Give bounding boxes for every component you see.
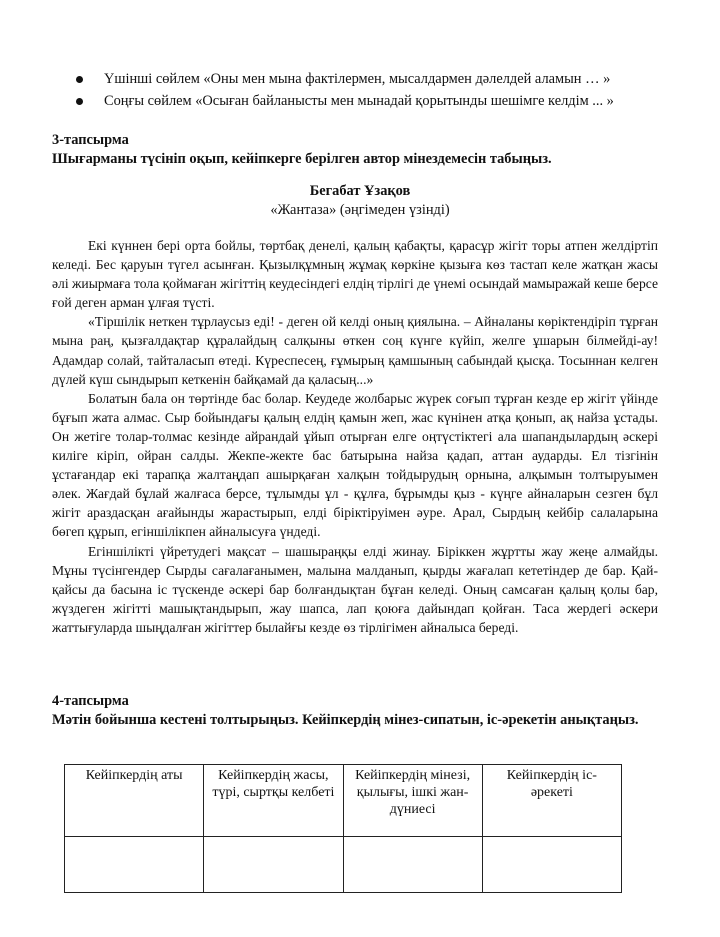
author-name: Бегабат Ұзақов bbox=[309, 183, 411, 199]
table-header-cell: Кейіпкердің аты bbox=[65, 765, 204, 837]
task3-number: 3-тапсырма bbox=[52, 132, 129, 148]
list-item bbox=[74, 90, 674, 112]
bullet-text: Соңғы сөйлем «Осыған байланысты мен мынадай қорытынды шешімге келдім ... » bbox=[104, 93, 614, 109]
list-item bbox=[74, 68, 674, 90]
bullet-icon bbox=[76, 98, 83, 105]
bullet-list bbox=[74, 68, 674, 112]
table-header-cell: Кейіпкердің іс-әрекеті bbox=[482, 765, 621, 837]
paragraph: Екі күннен бері орта бойлы, төртбақ денелі, қалың қабақты, қарасұр жігіт торы атпен желдіртіп келеді. Бес қаруын түгел асынған. Қызылқұмның жұмақ көркіне қызыға көз тастап келе жатқан жасы әлі жиырмаға тола қоймаған жігіттің кеудесіндегі елдің тірлігі де үнемі осындай мамыражай кеше берсе ғой деген арман ұлғая түсті. bbox=[52, 238, 658, 311]
table-header-cell: Кейіпкердің жасы, түрі, сыртқы келбеті bbox=[204, 765, 343, 837]
table-cell[interactable] bbox=[343, 837, 482, 893]
paragraph: Болатын бала он төртінде бас болар. Кеудеде жолбарыс жүрек соғып тұрған кезде ер жігіт үйінде бұғып жата алмас. Сыр бойындағы қалың елдің қамын жеп, жас күнінен атқа қонып, ақ найза ұстады. Он жетіге толар-толмас кезінде айрандай ұйып отырған елге оңтүстіктегі ала шапандылардың әскері килiге кіріп, ойран салды. Жекпе-жекте бас батырына найза қадап, аттан аударды. Ел тізгінін ұстағандар екі тарапқа жалтаңдап ашырқаған халқын тойдырудың орнына, алқымын толтыруымен әлек. Жағдай бұлай жалғаса берсе, тұлымды ұл - құлға, бұрымды қыз - күңге айналарын сезген бұл жігіт араздасқан ағайынды жарастырып, елді біріктіруімен әуре. Арал, Сырдың кейбір салаларына бөгеп құрып, егіншілікпен айналысуға үндеді. bbox=[52, 390, 658, 540]
table-row bbox=[65, 837, 622, 893]
table-cell[interactable] bbox=[65, 837, 204, 893]
story-excerpt bbox=[52, 236, 658, 637]
character-table bbox=[64, 764, 622, 893]
task3-instruction: Шығарманы түсініп оқып, кейіпкерге берілген автор мінездемесін табыңыз. bbox=[52, 151, 552, 167]
task4-number: 4-тапсырма bbox=[52, 693, 129, 709]
work-title: «Жантаза» (әңгімеден үзінді) bbox=[270, 202, 450, 218]
paragraph: «Тіршілік неткен тұрлаусыз еді! - деген ой келді оның қиялына. – Айналаны көріктендіріп тұрған мына раң, қызғалдақтар құралайдың салқыны өткен соң күнге күйіп, желге ұшарын білмейді-ау! Адамдар солай, тайталасып өтеді. Күреспесең, ғұмырың қамшының сабындай қысқа. Тосыннан келген дүлей күш сындырып кеткенін байқамай да қаласың...» bbox=[52, 314, 658, 387]
table-cell[interactable] bbox=[482, 837, 621, 893]
table-header-cell: Кейіпкердің мінезі, қылығы, ішкі жан-дүниесі bbox=[343, 765, 482, 837]
bullet-icon bbox=[76, 76, 83, 83]
table-cell[interactable] bbox=[204, 837, 343, 893]
paragraph: Егіншілікті үйретудегі мақсат – шашыраңқы елді жинау. Біріккен жұртты жау жеңе алмайды. Мұны түсінгендер Сырды сағалағанымен, малына малданып, қырды жағалап кететіндер де бар. Қай-қайсы да басына іс түскенде әскері бар болғандықтан бұған келеді. Оның самсаған қалың қолы бар, жүздеген жігітті машықтандырып, жау шапса, лап қоюға дайындап қойған. Таса жердегі әскери жаттығуларда шыңдалған жігіттер былайғы кезде өз тірлігімен айналыса береді. bbox=[52, 543, 658, 635]
task4-instruction: Мәтін бойынша кестені толтырыңыз. Кейіпкердің мінез-сипатын, іс-әрекетін анықтаңыз. bbox=[52, 712, 639, 728]
bullet-text: Үшінші сөйлем «Оны мен мына фактілермен, мысалдармен дәлелдей аламын … » bbox=[104, 71, 611, 87]
table-header-row bbox=[65, 765, 622, 837]
